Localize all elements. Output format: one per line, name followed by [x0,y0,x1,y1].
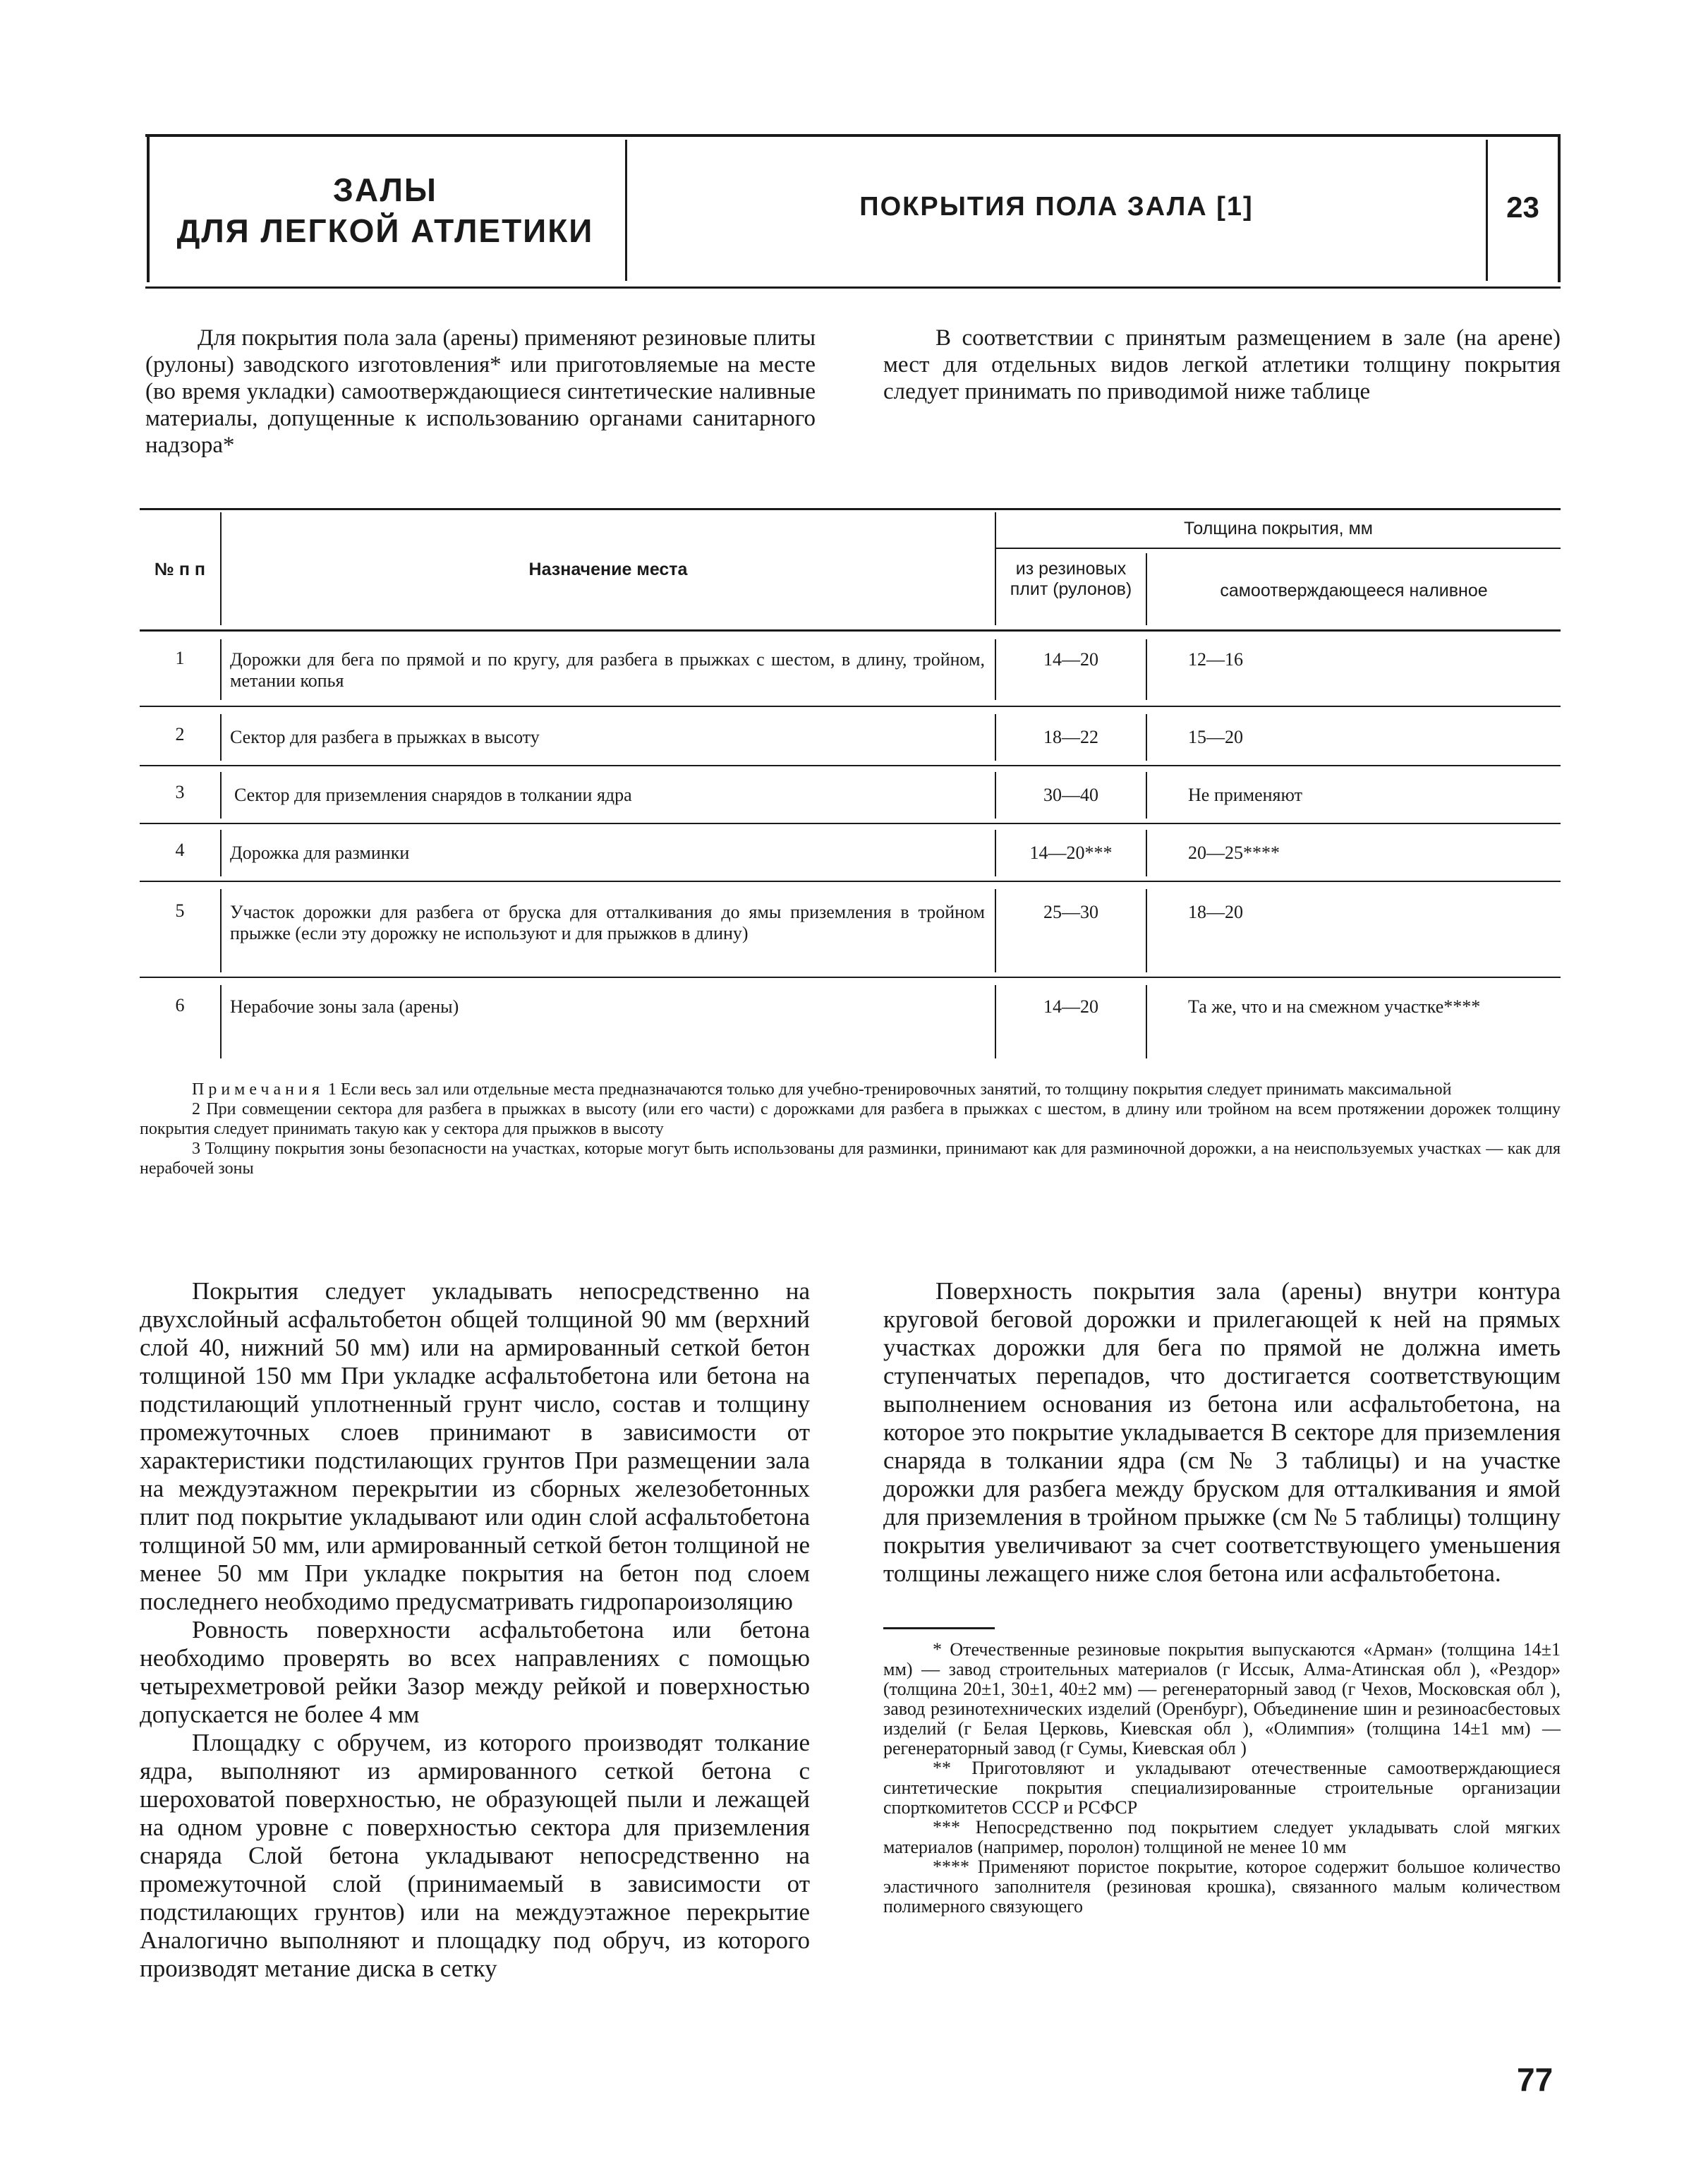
row-purpose: Нерабочие зоны зала (арены) [230,996,459,1017]
row-number: 6 [175,995,185,1015]
notes-label: Примечания [192,1080,324,1099]
col-header-thickness: Толщина покрытия, мм [1184,519,1373,538]
table-col-rule [1146,889,1147,972]
section-title-line2: ДЛЯ ЛЕГКОЙ АТЛЕТИКИ [176,212,594,249]
footnote-rule [883,1627,995,1629]
table-col-rule [1146,985,1147,1058]
table-row-rule [140,881,1561,882]
col-header-liquid: самоотверждающееся наливное [1220,581,1488,600]
row-rubber-thickness: 18—22 [1043,727,1098,747]
table-col-rule [220,714,222,761]
row-purpose: Дорожки для бега по прямой и по кругу, для разбега в прыжках с шестом, в длину, тройном, метании копья [230,649,985,691]
table-header-rule [140,629,1561,632]
row-rubber-thickness: 14—20 [1043,649,1098,670]
row-rubber-thickness: 14—20 [1043,996,1098,1017]
row-rubber-thickness: 25—30 [1043,902,1098,922]
body-left-paragraph-2: Ровность поверхности асфальтобетона или бетона необходимо проверять во всех направлениях с помощью четырехметровой рейки Зазор между рейкой и поверхностью допускается не более 4 мм [140,1616,810,1728]
row-liquid-thickness: 18—20 [1188,902,1243,922]
row-number: 5 [175,900,185,921]
table-col-rule [220,889,222,972]
thickness-table [140,508,1561,1066]
table-row-rule [140,823,1561,824]
row-liquid-thickness: Та же, что и на смежном участке**** [1188,996,1481,1017]
body-right-column [883,1277,1561,1588]
row-purpose: Сектор для приземления снарядов в толкании ядра [234,785,632,805]
table-row-rule [140,765,1561,766]
table-col-rule [1146,714,1147,761]
page-header [145,134,1561,289]
col-header-no: № п п [155,560,205,579]
row-liquid-thickness: 20—25**** [1188,843,1280,863]
body-right-paragraph-1: Поверхность покрытия зала (арены) внутри контура круговой беговой дорожки и прилегающей к ней на прямых участках дорожки для бега по прямой не должна иметь ступенчатых перепадов, что достигается соответствующим выполнением основания из бетона или асфальтобетона, на которое это покрытие укладывается В секторе для приземления снаряда в толкании ядра (см № 3 таблицы) и на участке дорожки для разбега между бруском для отталкивания и ямой для приземления в тройном прыжке (см № 5 таблицы) толщину покрытия увеличивают за счет соответствующего уменьшения толщины лежащего ниже слоя бетона или асфальтобетона. [883,1277,1561,1587]
row-purpose: Участок дорожки для разбега от бруска для отталкивания до ямы приземления в тройном прыжке (если эту дорожку не используют и для прыжков в длину) [230,902,985,943]
table-col-rule [220,830,222,876]
note-2: 2 При совмещении сектора для разбега в прыжках в высоту (или его части) с дорожками для разбега в прыжках с шестом, в длину или тройном на всем протяжении дорожек толщину покрытия следует принимать такую как у сектора для прыжков в высоту [140,1100,1561,1138]
body-left-paragraph-3: Площадку с обручем, из которого производят толкание ядра, выполняют из армированного сеткой бетона с шероховатой поверхностью, не образующей пыли и лежащей на одном уровне с поверхностью сектора для приземления снаряда Слой бетона укладывают непосредственно на промежуточной слой (принимаемый в зависимости от подстилающих грунтов) или на междуэтажное перекрытие Аналогично выполняют и площадку под обруч, из которого производят метание диска в сетку [140,1729,810,1982]
table-top-rule [140,508,1561,510]
row-number: 2 [175,724,185,744]
topic-title: ПОКРЫТИЯ ПОЛА ЗАЛА [1] [859,192,1254,222]
table-row-rule [140,706,1561,707]
table-col-rule [220,985,222,1058]
note-1-text: 1 Если весь зал или отдельные места предназначаются только для учебно-тренировочных занятий, то толщину покрытия следует принимать максимальной [327,1080,1452,1099]
section-title [145,169,625,251]
row-purpose: Дорожка для разминки [230,843,410,863]
row-liquid-thickness: 12—16 [1188,649,1243,670]
row-rubber-thickness: 14—20*** [1029,843,1113,863]
row-number: 1 [175,648,185,668]
table-col-rule [1146,830,1147,876]
table-col-rule [1146,772,1147,819]
footnote-3: *** Непосредственно под покрытием следует укладывать слой мягких материалов (например, поролон) толщиной не менее 10 мм [883,1817,1561,1857]
footnote-2: ** Приготовляют и укладывают отечественные самоотверждающиеся синтетические покрытия специализированные строительные организации спорткомитетов СССР и РСФСР [883,1758,1561,1818]
row-number: 4 [175,840,185,860]
table-col-rule [220,772,222,819]
row-liquid-thickness: 15—20 [1188,727,1243,747]
footnotes [883,1640,1561,1917]
note-3: 3 Толщину покрытия зоны безопасности на участках, которые могут быть использованы для разминки, принимают как для разминочной дорожки, а на неиспользуемых участках — как для нерабочей зоны [140,1140,1561,1178]
table-row-rule [140,977,1561,978]
intro-left-paragraph: Для покрытия пола зала (арены) применяют резиновые плиты (рулоны) заводского изготовления* или приготовляемые на месте (во время укладки) самоотверждающиеся синтетические наливные материалы, допущенные к использованию органами санитарного надзора* [145,325,816,458]
table-col-rule [220,639,222,700]
body-left-column [140,1277,810,1983]
row-liquid-thickness: Не применяют [1188,785,1302,805]
table-col-rule [1146,639,1147,700]
col-header-rubber: из резиновых плит (рулонов) [1010,559,1132,599]
row-number: 3 [175,782,185,802]
note-1 [140,1080,1561,1099]
header-top-rule [145,134,1561,137]
row-purpose: Сектор для разбега в прыжках в высоту [230,727,540,747]
footnote-1: * Отечественные резиновые покрытия выпускаются «Арман» (толщина 14±1 мм) — завод строительных материалов (г Иссык, Алма-Атинская обл ), «Рездор» (толщина 20±1, 30±1, 40±2 мм) — регенераторный завод (г Чехов, Московская обл ), завод резинотехнических изделий (Оренбург), Объединение шин и резиноасбестовых изделий (г Белая Церковь, Киевская обл ), «Олимпия» (толщина 14±1 мм) — регенераторный завод (г Сумы, Киевская обл ) [883,1639,1561,1758]
intro-right-paragraph: В соответствии с принятым размещением в зале (на арене) мест для отдельных видов легкой атлетики толщину покрытия следует принимать по приводимой ниже таблице [883,325,1561,404]
section-title-line1: ЗАЛЫ [333,171,437,208]
header-right-rule [1558,134,1561,282]
footnote-4: **** Применяют пористое покрытие, которое содержит большое количество эластичного заполнителя (резиновая крошка), связанного малым количеством полимерного связующего [883,1857,1561,1917]
col-header-purpose: Назначение места [528,560,688,579]
body-left-paragraph-1: Покрытия следует укладывать непосредственно на двухслойный асфальтобетон общей толщиной 90 мм (верхний слой 40, нижний 50 мм) или на армированный сеткой бетон толщиной 150 мм При укладке асфальтобетона или бетона на подстилающий уплотненный грунт число, состав и толщину промежуточных слоев принимают в зависимости от характеристики подстилающих грунтов При размещении зала на междуэтажном перекрытии из сборных железобетонных плит под покрытие укладывают или один слой асфальтобетона толщиной 50 мм, или армированный сеткой бетон толщиной не менее 50 мм При укладке покрытия на бетон под слоем последнего необходимо предусматривать гидропароизоляцию [140,1277,810,1615]
row-rubber-thickness: 30—40 [1043,785,1098,805]
header-bottom-rule [145,286,1561,289]
table-notes [140,1080,1561,1178]
sheet-number: 23 [1506,191,1539,224]
table-subheader-rule [995,548,1561,549]
page-number: 77 [1517,2061,1553,2098]
